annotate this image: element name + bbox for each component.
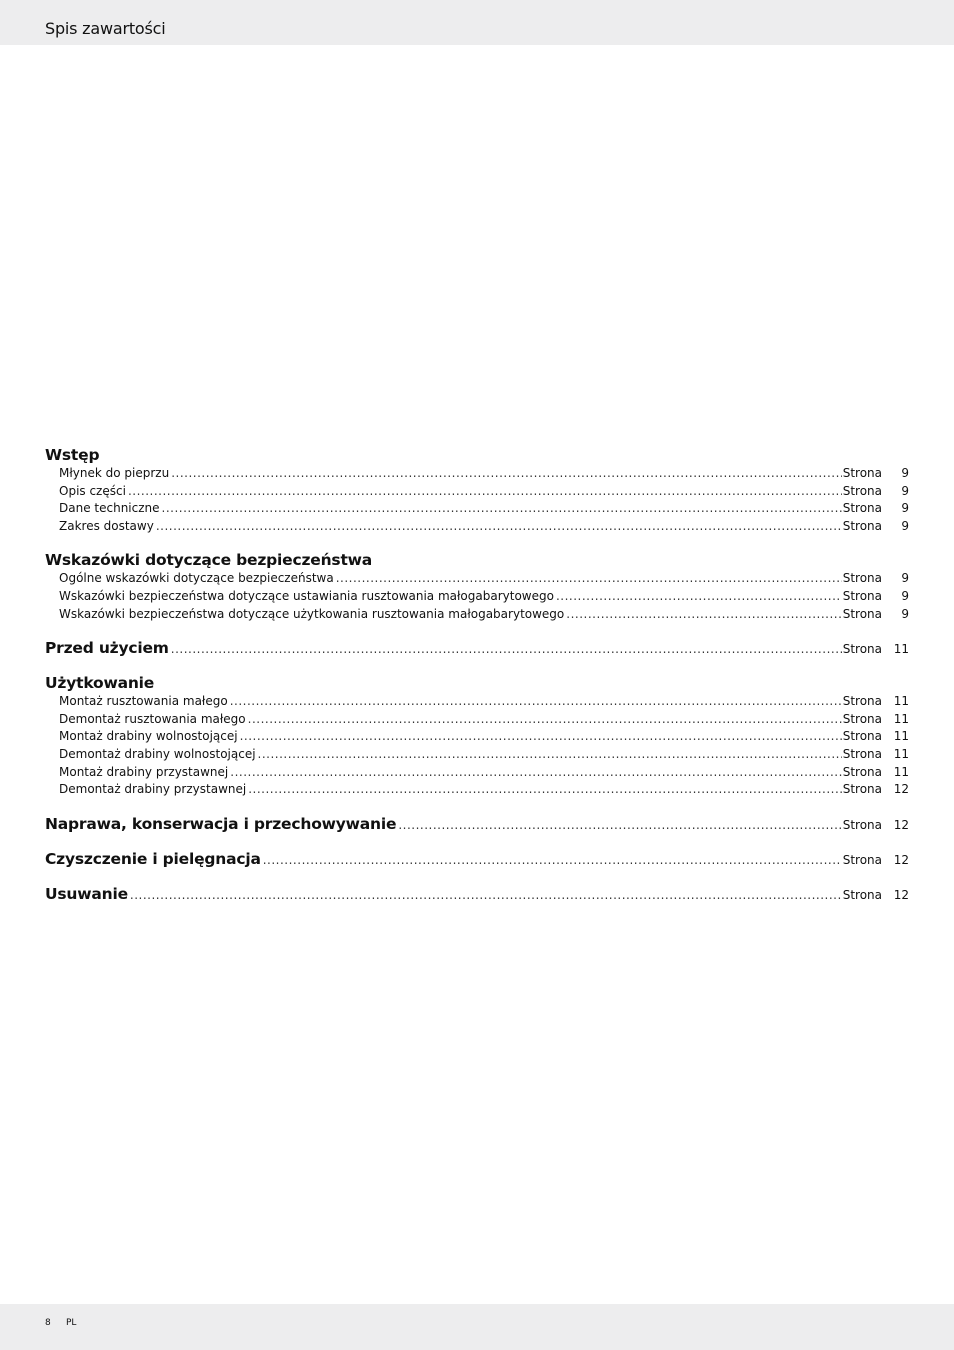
toc-entry-page: 11 xyxy=(893,764,909,779)
toc-section xyxy=(45,445,909,535)
footer-band xyxy=(0,1304,954,1350)
toc-section-heading: Wstęp xyxy=(45,446,100,464)
page-word: Strona xyxy=(842,483,882,498)
toc-entry-page: 9 xyxy=(901,518,909,533)
dot-leader xyxy=(240,728,842,746)
page-word: Strona xyxy=(842,642,882,657)
toc-section-heading: Przed użyciem xyxy=(45,639,169,658)
toc-section-heading: Wskazówki dotyczące bezpieczeństwa xyxy=(45,551,373,570)
toc-entry[interactable] xyxy=(45,465,909,483)
footer-language: PL xyxy=(66,1318,77,1328)
dot-leader xyxy=(230,693,842,711)
toc-entry-label: Dane techniczne xyxy=(59,501,160,516)
toc-entry-page: 11 xyxy=(893,694,909,709)
dot-leader xyxy=(162,500,842,518)
toc-entry-label: Montaż rusztowania małego xyxy=(59,694,228,709)
dot-leader xyxy=(128,483,842,501)
toc-section xyxy=(45,814,909,834)
toc-entry[interactable] xyxy=(45,711,909,729)
toc-entry-page: 9 xyxy=(901,501,909,516)
toc-entry-label: Montaż drabiny wolnostojącej xyxy=(59,729,238,744)
toc-entry-label: Wskazówki bezpieczeństwa dotyczące ustawiania rusztowania małogabarytowego xyxy=(59,588,554,603)
toc-entry[interactable] xyxy=(45,570,909,588)
toc-entry-label: Demontaż rusztowania małego xyxy=(59,711,246,726)
toc-section-page: 11 xyxy=(893,642,909,657)
toc-entry[interactable] xyxy=(45,518,909,536)
toc-entry-label: Zakres dostawy xyxy=(59,518,154,533)
dot-leader xyxy=(258,746,842,764)
footer-page-number: 8 xyxy=(45,1318,51,1328)
toc-entry-page: 11 xyxy=(893,711,909,726)
page-word: Strona xyxy=(842,518,882,533)
toc-entry-page: 9 xyxy=(901,588,909,603)
toc-section-page: 12 xyxy=(893,852,909,867)
toc-section xyxy=(45,550,909,623)
toc-entry-label: Demontaż drabiny przystawnej xyxy=(59,782,247,797)
page-word: Strona xyxy=(842,501,882,516)
toc-section xyxy=(45,638,909,658)
toc-entry[interactable] xyxy=(45,728,909,746)
toc-section-heading: Czyszczenie i pielęgnacja xyxy=(45,849,261,868)
dot-leader xyxy=(398,815,841,835)
toc-section-heading: Użytkowanie xyxy=(45,674,155,693)
toc-section xyxy=(45,849,909,869)
toc-section-page: 12 xyxy=(893,817,909,832)
toc-section-entry[interactable] xyxy=(45,884,909,904)
toc-entry[interactable] xyxy=(45,781,909,799)
page-word: Strona xyxy=(842,571,882,586)
dot-leader xyxy=(230,764,841,782)
page-title: Spis zawartości xyxy=(45,19,166,38)
page-word: Strona xyxy=(842,711,882,726)
page-word: Strona xyxy=(842,852,882,867)
toc-entry-page: 9 xyxy=(901,571,909,586)
page-word: Strona xyxy=(842,694,882,709)
dot-leader xyxy=(248,781,841,799)
dot-leader xyxy=(248,711,842,729)
dot-leader xyxy=(336,570,842,588)
toc-entry-page: 11 xyxy=(893,729,909,744)
page-word: Strona xyxy=(842,588,882,603)
toc-entry-page: 11 xyxy=(893,746,909,761)
toc-section xyxy=(45,884,909,904)
dot-leader xyxy=(171,465,842,483)
toc-entry-label: Opis części xyxy=(59,483,126,498)
toc-entry[interactable] xyxy=(45,746,909,764)
toc-entry-label: Wskazówki bezpieczeństwa dotyczące użytkowania rusztowania małogabarytowego xyxy=(59,606,565,621)
toc-entry-page: 9 xyxy=(901,606,909,621)
toc-entry-label: Ogólne wskazówki dotyczące bezpieczeństwa xyxy=(59,571,334,586)
dot-leader xyxy=(263,850,842,870)
toc-entry[interactable] xyxy=(45,588,909,606)
page-word: Strona xyxy=(842,729,882,744)
toc-entry[interactable] xyxy=(45,606,909,624)
toc-entry[interactable] xyxy=(45,693,909,711)
dot-leader xyxy=(156,518,842,536)
page-word: Strona xyxy=(842,746,882,761)
page-word: Strona xyxy=(842,782,882,797)
dot-leader xyxy=(171,639,842,659)
page-word: Strona xyxy=(842,887,882,902)
page-word: Strona xyxy=(842,606,882,621)
toc-section-page: 12 xyxy=(893,887,909,902)
page-word: Strona xyxy=(842,466,882,480)
dot-leader xyxy=(566,606,841,624)
toc-entry-page: 9 xyxy=(901,483,909,498)
dot-leader xyxy=(130,885,842,905)
toc-entry-label: Młynek do pieprzu xyxy=(59,466,170,480)
toc-section-heading: Usuwanie xyxy=(45,884,128,903)
toc-section-heading: Naprawa, konserwacja i przechowywanie xyxy=(45,814,397,833)
toc-entry-label: Montaż drabiny przystawnej xyxy=(59,764,229,779)
toc-entry-label: Demontaż drabiny wolnostojącej xyxy=(59,746,256,761)
toc-section-entry[interactable] xyxy=(45,849,909,869)
toc-entry[interactable] xyxy=(45,483,909,501)
toc-entry[interactable] xyxy=(45,500,909,518)
page-word: Strona xyxy=(842,817,882,832)
dot-leader xyxy=(556,588,842,606)
toc-section-entry[interactable] xyxy=(45,814,909,834)
toc-section-entry[interactable] xyxy=(45,638,909,658)
table-of-contents xyxy=(45,445,909,904)
toc-entry-page: 12 xyxy=(893,782,909,797)
toc-entry[interactable] xyxy=(45,764,909,782)
toc-entry-page: 9 xyxy=(901,466,909,480)
page-word: Strona xyxy=(842,764,882,779)
toc-section xyxy=(45,673,909,799)
